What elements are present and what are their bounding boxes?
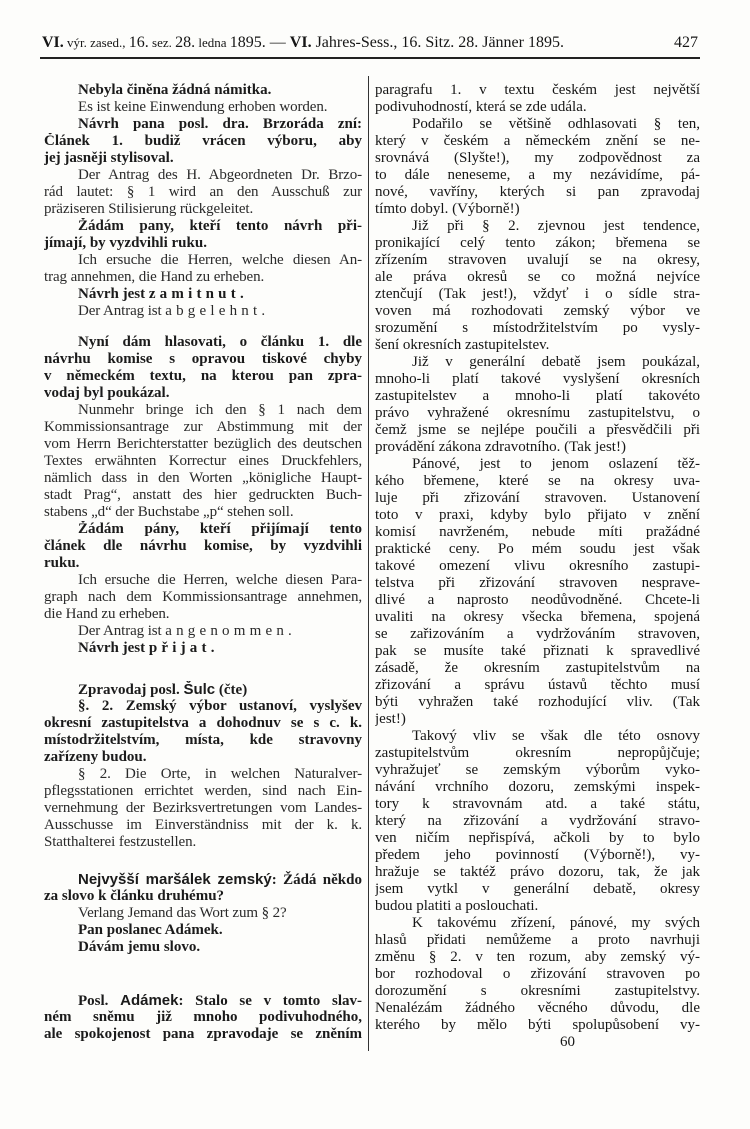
czech-text-line: šení okresních zastupitelstev.	[375, 337, 550, 353]
header-rule	[40, 57, 700, 59]
text-run: : Žádá někdo	[271, 872, 362, 888]
czech-text-line: pak se musíte také přiznati k spravedlivé	[375, 643, 700, 659]
czech-text-line: Dávám jemu slovo.	[78, 939, 201, 955]
header-text: —	[265, 34, 290, 51]
header-text: VI.	[42, 34, 64, 51]
czech-text-line: Žádám pány, kteří přijímají tento	[78, 521, 362, 537]
czech-text-line: předem jeho povinností (Výborně!), vy-	[375, 847, 700, 863]
czech-text-line: zřizování a správu ústavů těchto musí	[375, 677, 700, 693]
czech-text-line: hražuje se taktéž právo dozoru, tak, že jak	[375, 864, 700, 880]
czech-text-line: právo vyhražené okresnímu zastupitelstvu, o	[375, 405, 700, 421]
spaced-emphasis: přijat	[148, 640, 211, 656]
czech-text-line: voven má rozhodovati zemský výbor ve	[375, 303, 700, 319]
czech-text-line: luje při zřizování stravoven. Ustanovení	[375, 490, 700, 506]
left-column	[44, 82, 362, 1043]
header-text: 1895.	[229, 34, 266, 51]
czech-text-line: za slovo k článku druhému?	[44, 888, 225, 904]
header-session-info	[42, 34, 564, 52]
header-text: Jahres-Sess., 16. Sitz. 28. Jänner 1895.	[311, 34, 564, 51]
text-run: Návrh jest	[78, 640, 149, 656]
czech-text-line: návání vrchního dozoru, zemskými inspek-	[375, 779, 700, 795]
czech-text-line: Návrh pana posl. dra. Brzoráda zní:	[78, 116, 362, 132]
spaced-emphasis: zamitnut	[148, 286, 240, 302]
czech-text-line: okresní zastupitelstva a dohodnuv se s c. k.	[44, 715, 362, 731]
text-run: Návrh jest	[78, 286, 149, 302]
czech-text-line: toto v praxi, kdyby bylo přijato v znění	[375, 507, 700, 523]
czech-text-line: který na zřizování a vydržování stravo-	[375, 813, 700, 829]
signature-mark: 60	[560, 1034, 575, 1050]
german-text-line	[44, 623, 362, 640]
czech-text-line: jej jasněji stylisoval.	[44, 150, 174, 166]
czech-text-line: bor rozhodoval o zřizování stravoven po	[375, 966, 700, 982]
czech-text-line: Již v generální debatě jsem poukázal,	[412, 354, 700, 370]
czech-text-line: srovnává (Slyšte!), my zodpovědnost za	[375, 150, 700, 166]
czech-text-line: Nebyla činěna žádná námitka.	[78, 82, 272, 98]
text-run: .	[210, 640, 215, 656]
czech-text-line: býti vyhražen také rozhodující vliv. (Tak	[375, 694, 700, 710]
czech-text-line: čemž jsme se nejlépe poučili a přesvědčili při	[375, 422, 700, 438]
czech-text-line: místodržitelstvím, místa, kde stravovny	[44, 732, 362, 748]
czech-text-line: v německém textu, na kterou pan zpra-	[44, 368, 362, 384]
text-section	[375, 82, 700, 1034]
header-text: VI.	[289, 34, 312, 51]
german-text-line: Ich ersuche die Herren, welche diesen Para-	[78, 572, 362, 588]
text-section	[44, 681, 362, 851]
czech-text-line: vyhražujeť se zemským výborům vyko-	[375, 762, 700, 778]
german-text-line: stadt Prag“, anstatt des hier gedruckten Buch-	[44, 487, 362, 503]
czech-text-line: srozumění s místodržitelstvím po vysly-	[375, 320, 700, 336]
speaker-name: Adámek	[120, 992, 179, 1009]
german-text-line: präziseren Stilisierung rückgeleitet.	[44, 201, 254, 217]
czech-text-line: budou platiti a poslouchati.	[375, 898, 539, 914]
german-text-line: Verlang Jemand das Wort zum § 2?	[78, 905, 287, 921]
czech-text-line: zastupitelstev a mnoho-li platí takovéto	[375, 388, 700, 404]
czech-text-line: ale práva okresů se co možná nejvíce	[375, 269, 700, 285]
czech-text-line: Žádám pany, kteří tento návrh při-	[78, 218, 362, 234]
german-text-line: Der Antrag des H. Abgeordneten Dr. Brzo-	[78, 167, 362, 183]
czech-text-line: komisí navrženém, nebude míti pražádné	[375, 524, 700, 540]
spaced-emphasis: abgelehnt	[165, 303, 262, 319]
czech-text-line: takové omezení vlivu okresního zastupi-	[375, 558, 700, 574]
german-text-line: pflegsstationen errichtet werden, sind nach Ein-	[44, 783, 362, 799]
czech-text-line: Nenalézám žádného věcného důvodu, dle	[375, 1000, 700, 1016]
czech-text-line: Článek 1. budiž vrácen výboru, aby	[44, 133, 362, 149]
german-text-line	[44, 303, 362, 320]
czech-text-line: změnu § 2. v ten rozum, aby zemský vý-	[375, 949, 700, 965]
text-run: (čte)	[215, 682, 248, 698]
german-text-line: nämlich dass in den Worten „königliche Haupt-	[44, 470, 362, 486]
czech-text-line: paragrafu 1. v textu českém jest největší	[375, 82, 700, 98]
czech-text-line: telstva při zřizování stravoven nesprave-	[375, 575, 700, 591]
text-run: Posl.	[78, 993, 121, 1009]
text-run: .	[288, 623, 292, 639]
czech-text-line: nové, vavříny, kterých si pan zpravodaj	[375, 184, 700, 200]
german-text-line: trag annehmen, die Hand zu erheben.	[44, 269, 265, 285]
german-text-line: die Hand zu erheben.	[44, 606, 170, 622]
czech-text-line: se zařizováním a vydržováním stravoven,	[375, 626, 700, 642]
header-text: ledna	[195, 35, 230, 50]
spaced-emphasis: angenommen	[165, 623, 289, 639]
czech-text-line: hlasů přidati nemůžeme a proto navrhuji	[375, 932, 700, 948]
text-run: Der Antrag ist	[78, 623, 166, 639]
german-text-line: Ausschusse im Einverständniss mit der k. k.	[44, 817, 362, 833]
czech-text-line	[44, 640, 362, 657]
czech-text-line: zřízením stravoven uvalují se na okresy,	[375, 252, 700, 268]
czech-text-line: dorozumění s okresními zastupitelstvy.	[375, 983, 700, 999]
page-number: 427	[674, 34, 698, 51]
german-text-line: Textes erwähnten Korrectur eines Druckfehlers,	[44, 453, 362, 469]
german-text-line: Es ist keine Einwendung erhoben worden.	[78, 99, 328, 115]
running-header	[42, 34, 698, 52]
czech-text-line: uvaliti na okresy všecka břemena, spojená	[375, 609, 700, 625]
czech-text-line: §. 2. Zemský výbor ustanoví, vyslyšev	[78, 698, 362, 714]
text-run: .	[261, 303, 265, 319]
czech-text-line: ale spokojenost pana zpravodaje se zněním	[44, 1026, 362, 1042]
czech-text-line: ném sněmu již mnoho podivuhodného,	[44, 1009, 362, 1025]
czech-text-line: Nyní dám hlasovati, o článku 1. dle	[78, 334, 362, 350]
speaker-name: Šulc	[183, 681, 216, 698]
czech-text-line: Podařilo se většině odhlasovati § ten,	[412, 116, 700, 132]
german-text-line: Ich ersuche die Herren, welche diesen An-	[78, 252, 362, 268]
right-column	[375, 82, 700, 1051]
text-section	[44, 82, 362, 320]
text-run: .	[239, 286, 244, 302]
czech-text-line: návrhu komise s opravou tiskové chyby	[44, 351, 362, 367]
czech-text-line: jest!)	[375, 711, 406, 727]
czech-text-line: mnoho-li platí takové vyslyšení okresních	[375, 371, 700, 387]
czech-text-line: ztenčují (Tak jest!), vždyť i o sídle stra-	[375, 286, 700, 302]
czech-text-line	[44, 871, 362, 888]
header-text: sez.	[148, 35, 176, 50]
czech-text-line: Pánové, jest to jenom oslazení těž-	[412, 456, 700, 472]
czech-text-line: to dále neneseme, a my nezávidíme, pá-	[375, 167, 700, 183]
czech-text-line: tory k stravovnám atd. a také státu,	[375, 796, 700, 812]
text-run: : Stalo se v tomto slav-	[178, 993, 362, 1009]
czech-text-line: zásadě, že okresním zastupitelstvům na	[375, 660, 700, 676]
column-divider	[368, 76, 369, 1051]
header-text: 28.	[175, 34, 196, 51]
czech-text-line: Pan poslanec Adámek.	[78, 922, 223, 938]
czech-text-line: kého břemene, které se na okresy uva-	[375, 473, 700, 489]
text-run: Der Antrag ist	[78, 303, 166, 319]
czech-text-line: který v českém a německém znění se ne-	[375, 133, 700, 149]
header-text: výr. zased.,	[63, 35, 129, 50]
czech-text-line: praktické ceny. Po mém soudu jest však	[375, 541, 700, 557]
czech-text-line: Takový vliv se však dle této osnovy	[412, 728, 700, 744]
czech-text-line: pronikající celý tento zákon; břemena se	[375, 235, 700, 251]
german-text-line: Kommissionsantrage zur Abstimmung mit der	[44, 419, 362, 435]
german-text-line: graph nach dem Kommissionsantrage annehmen,	[44, 589, 362, 605]
czech-text-line: jsem vytkl v generální debatě, okresy	[375, 881, 700, 897]
german-text-line: Nunmehr bringe ich den § 1 nach dem	[78, 402, 362, 418]
czech-text-line: provádění zákona zdravotního. (Tak jest!)	[375, 439, 626, 455]
czech-text-line: podivuhodností, která se zde udála.	[375, 99, 587, 115]
text-section	[44, 871, 362, 956]
czech-text-line: K takovému zřízení, pánové, my svých	[412, 915, 700, 931]
german-text-line: Statthalterei festzustellen.	[44, 834, 197, 850]
czech-text-line: kterého by mělo býti spolupůsobení vy-	[375, 1017, 700, 1033]
czech-text-line: článek dle návrhu komise, by vyzdvihli	[44, 538, 362, 554]
text-run: Zpravodaj posl.	[78, 682, 184, 698]
german-text-line: stabens „d“ der Buchstabe „p“ stehen soll.	[44, 504, 294, 520]
german-text-line: vom Herrn Berichterstatter bezüglich des deutschen	[44, 436, 362, 452]
czech-text-line: ven ničím nepřispívá, ačkoli by to bylo	[375, 830, 700, 846]
german-text-line: § 2. Die Orte, in welchen Naturalver-	[78, 766, 362, 782]
czech-text-line: Již při § 2. zjevnou jest tendence,	[412, 218, 700, 234]
header-text: 16.	[128, 34, 149, 51]
czech-text-line	[44, 992, 362, 1009]
czech-text-line: tímto dobyl. (Výborně!)	[375, 201, 520, 217]
czech-text-line: vodaj byl poukázal.	[44, 385, 170, 401]
speaker-name: Nejvyšší maršálek zemský	[78, 871, 272, 888]
czech-text-line: dlivé a naprosto neodůvodněné. Chcete-li	[375, 592, 700, 608]
czech-text-line	[44, 286, 362, 303]
text-section	[44, 334, 362, 657]
german-text-line: vernehmung der Bezirksvertretungen vom Landes-	[44, 800, 362, 816]
text-section	[44, 992, 362, 1043]
german-text-line: rád lautet: § 1 wird an den Ausschuß zur	[44, 184, 362, 200]
czech-text-line: zařízeny budou.	[44, 749, 147, 765]
czech-text-line: ruku.	[44, 555, 80, 571]
czech-text-line: zastupitelstvům okresním nepropůjčuje;	[375, 745, 700, 761]
czech-text-line	[44, 681, 362, 698]
czech-text-line: jímají, by vyzdvihli ruku.	[44, 235, 207, 251]
